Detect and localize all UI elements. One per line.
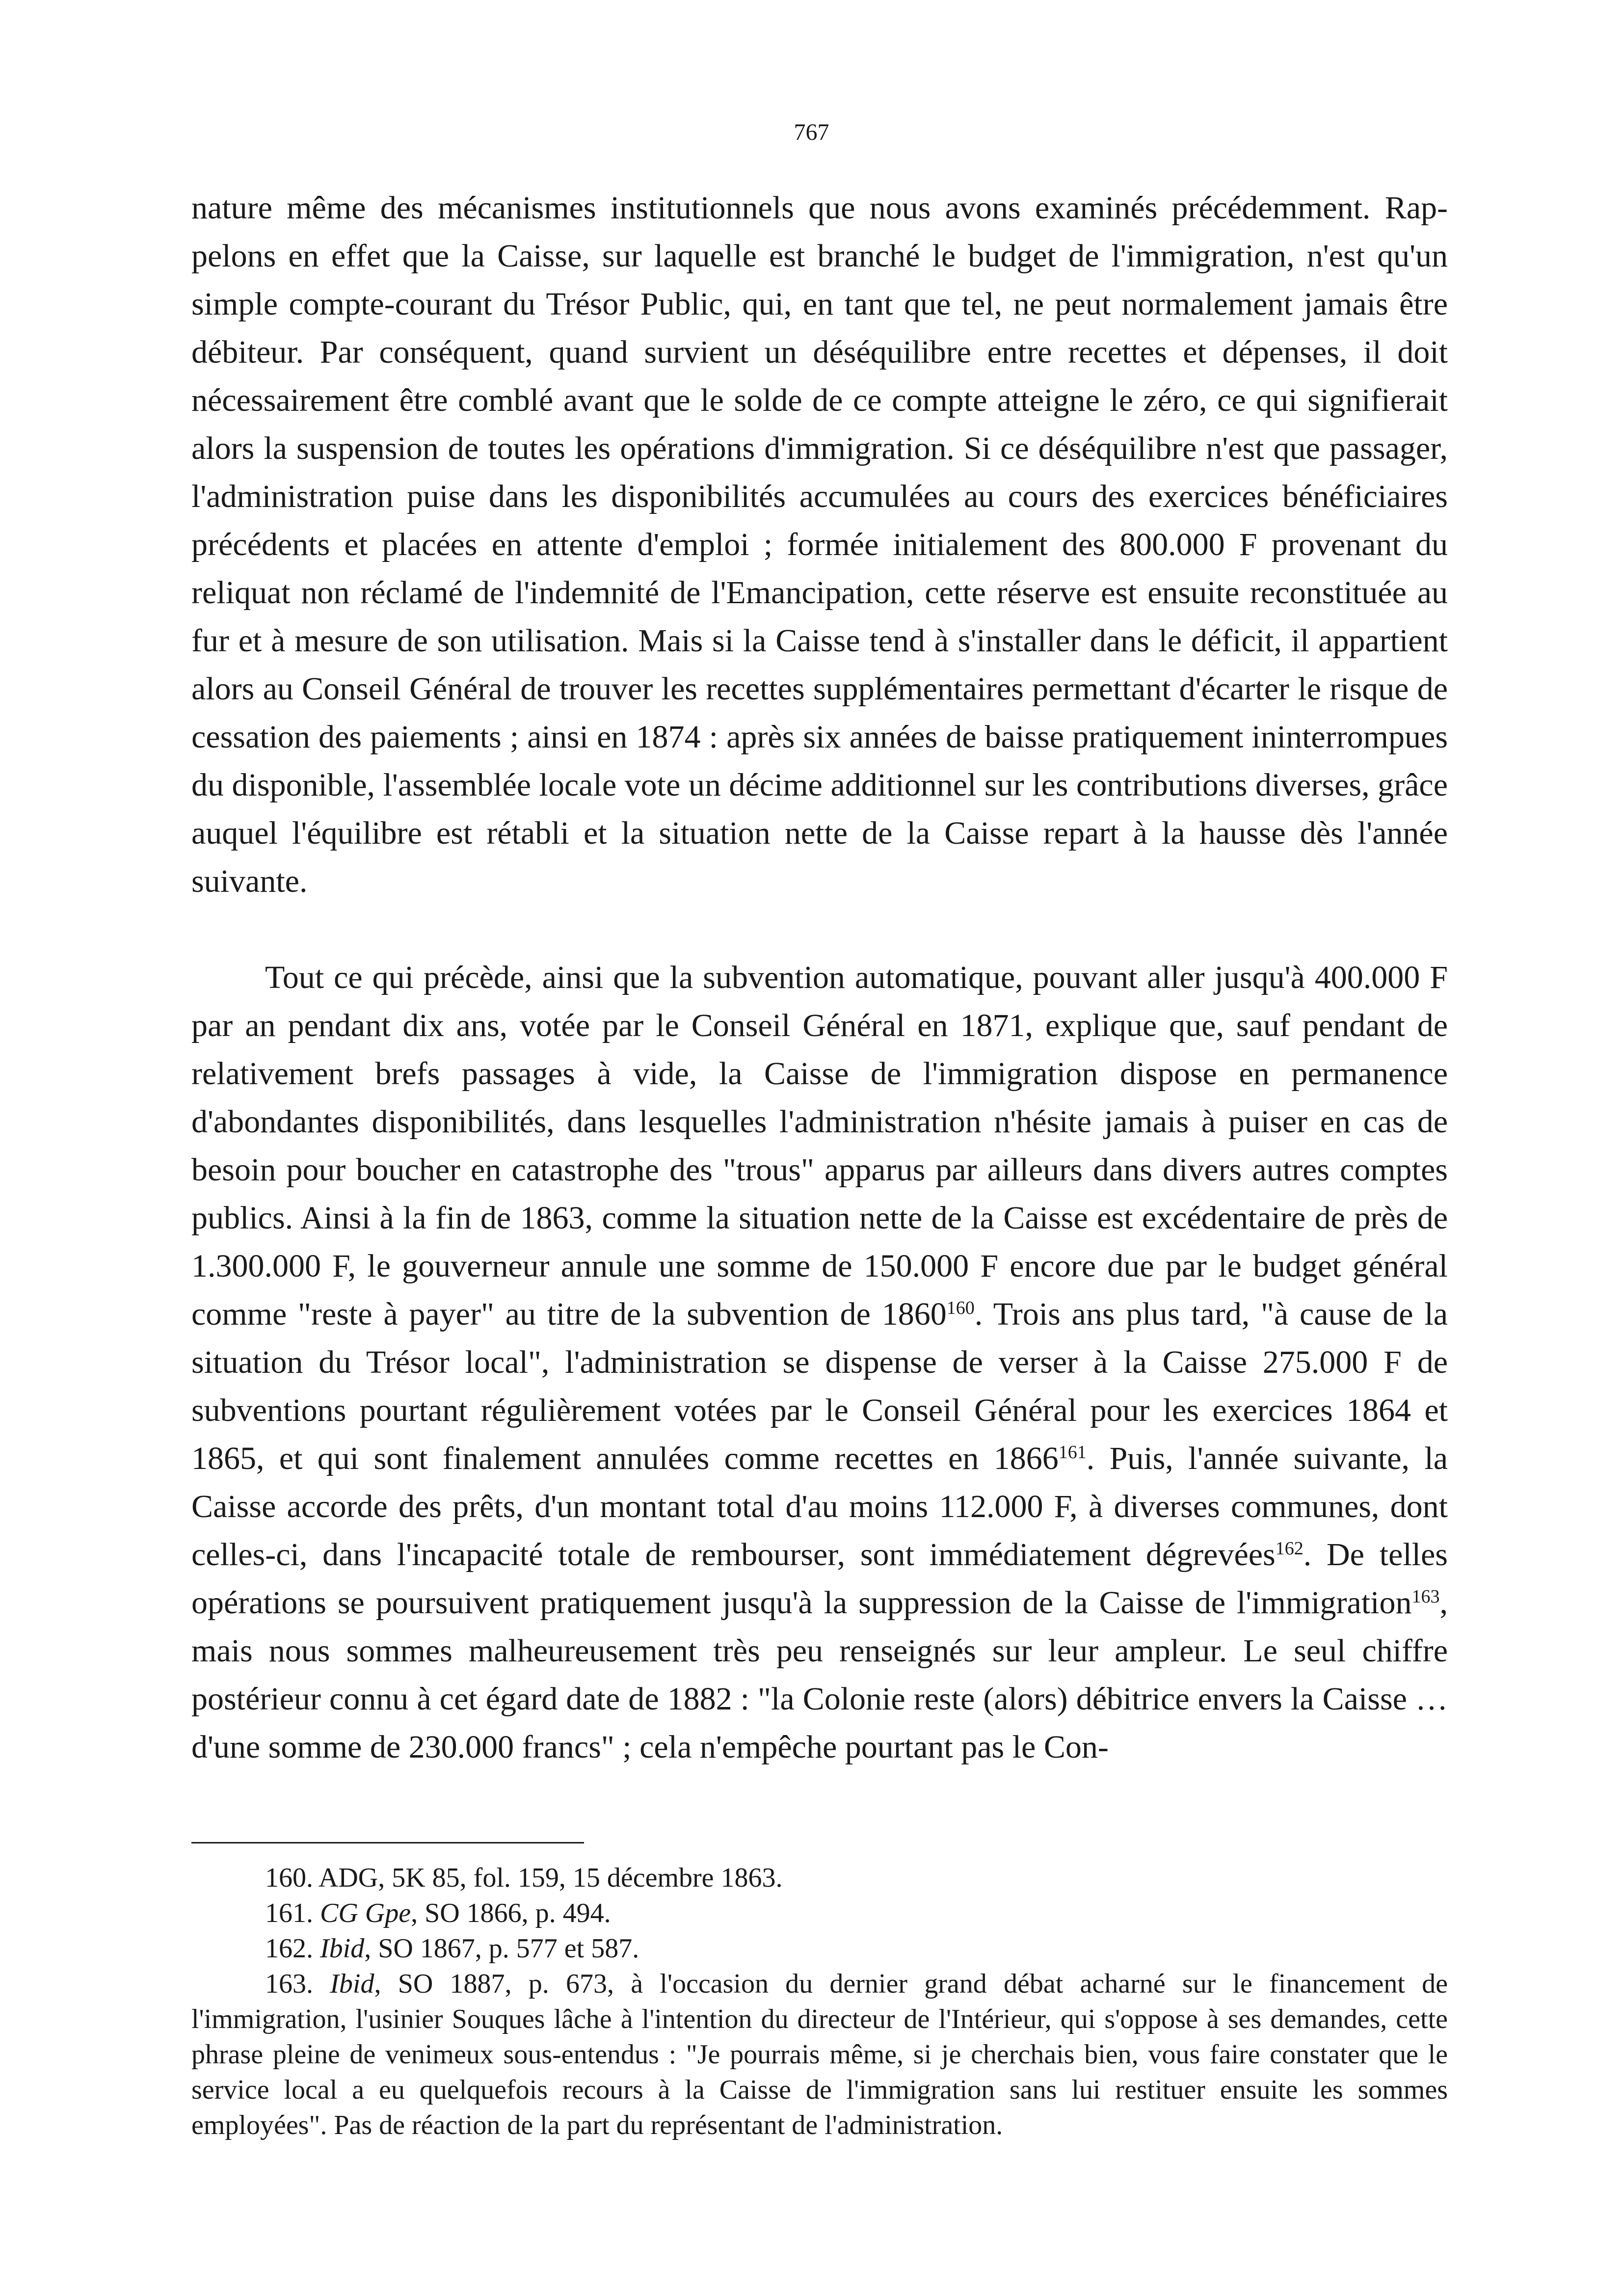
footnotes bbox=[191, 1860, 1448, 2143]
footnote-text: , SO 1887, p. 673, à l'occasion du dernier grand débat acharné sur le financement de l'immigration, l'usinier Souques lâche à l'intention du directeur de l'Intérieur, qui s'oppose à ses demandes, cette phrase pleine de venimeux sous-entendus : "Je pourrais même, si je cherchais bien, vous faire constater que le service local a eu quelquefois recours à la Caisse de l'immigration sans lui restituer ensuite les sommes employées". Pas de réaction de la part du représentant de l'administration. bbox=[191, 1969, 1448, 2140]
main-text bbox=[191, 184, 1448, 1771]
footnote-text: , SO 1866, p. 494. bbox=[411, 1898, 611, 1928]
paragraph-2-text-c: . Puis, l'année suivante, la Caisse accorde des prêts, d'un montant total d'au moins 112.000 F, à diverses communes, dont celles-ci, dans l'incapacité totale de rembourser, sont immédiatement dégrevées bbox=[191, 1441, 1448, 1573]
paragraph-2 bbox=[191, 954, 1448, 1771]
footnote-ref-163[interactable]: 163 bbox=[1411, 1586, 1440, 1607]
footnote-number: 160. bbox=[265, 1863, 313, 1893]
footnote-text: , SO 1867, p. 577 et 587. bbox=[364, 1933, 639, 1964]
footnote-number: 163. bbox=[265, 1969, 313, 1999]
paragraph-2-text-a: Tout ce qui précède, ainsi que la subvention automatique, pouvant aller jusqu'à 400.000 F par an pendant dix ans, votée par le Conseil Général en 1871, explique que, sauf pendant de relativement brefs passages à vide, la Caisse de l'immigration dispose en permanence d'abondantes disponibilités, dans lesquelles l'administration n'hésite jamais à puiser en cas de besoin pour boucher en catastrophe des "trous" apparus par ailleurs dans divers autres comptes publics. Ainsi à la fin de 1863, comme la situation nette de la Caisse est excédentaire de près de 1.300.000 F, le gouverneur annule une somme de 150.000 F encore due par le budget général comme "reste à payer" au titre de la subvention de 1860 bbox=[191, 960, 1448, 1332]
footnote-separator bbox=[191, 1842, 584, 1843]
paragraph-2-text-b: . Trois ans plus tard, "à cause de la situation du Trésor local", l'administration se dispense de verser à la Caisse 275.000 F de subventions pourtant régulièrement votées par le Conseil Général pour les exercices 1864 et 1865, et qui sont finalement annulées comme recettes en 1866 bbox=[191, 1296, 1448, 1476]
footnote-163 bbox=[191, 1966, 1448, 2143]
footnote-161 bbox=[191, 1896, 1448, 1931]
footnote-source-italic: Ibid bbox=[330, 1969, 374, 1999]
paragraph-1 bbox=[191, 184, 1448, 906]
paragraph-2-text-d: . De telles opérations se poursuivent pratiquement jusqu'à la suppression de la Caisse de l'immigration bbox=[191, 1537, 1448, 1621]
footnote-162 bbox=[191, 1931, 1448, 1966]
footnote-number: 162. bbox=[265, 1933, 313, 1964]
footnote-ref-161[interactable]: 161 bbox=[1058, 1442, 1087, 1463]
footnote-source-italic: CG Gpe bbox=[320, 1898, 411, 1928]
footnote-source-italic: Ibid bbox=[320, 1933, 365, 1964]
footnote-text: ADG, 5K 85, fol. 159, 15 décembre 1863. bbox=[313, 1863, 783, 1893]
footnote-ref-162[interactable]: 162 bbox=[1275, 1538, 1304, 1559]
paragraph-2-text-e: , mais nous sommes malheureusement très peu renseignés sur leur ampleur. Le seul chiffre postérieur connu à cet égard date de 1882 : "la Colonie reste (alors) débitrice envers la Caisse … d'une somme de 230.000 francs" ; cela n'empêche pourtant pas le Con- bbox=[191, 1585, 1448, 1765]
page-number: 767 bbox=[794, 119, 829, 145]
paragraph-1-text: nature même des mécanismes institutionnels que nous avons examinés précédemment. Rappelons en effet que la Caisse, sur laquelle est branché le budget de l'immigration, n'est qu'un simple compte-courant du Trésor Public, qui, en tant que tel, ne peut normalement jamais être débiteur. Par conséquent, quand survient un déséquilibre entre recettes et dépenses, il doit nécessairement être comblé avant que le solde de ce compte atteigne le zéro, ce qui signifierait alors la suspension de toutes les opérations d'immigration. Si ce déséquilibre n'est que passager, l'administration puise dans les disponibilités accumulées au cours des exercices bénéficiaires précédents et placées en attente d'emploi ; formée initialement des 800.000 F provenant du reliquat non réclamé de l'indemnité de l'Emancipation, cette réserve est ensuite reconstituée au fur et à mesure de son utilisation. Mais si la Caisse tend à s'installer dans le déficit, il appartient alors au Conseil Général de trouver les recettes supplémentaires permettant d'écarter le risque de cessation des paiements ; ainsi en 1874 : après six années de baisse pratiquement ininterrompues du disponible, l'assemblée locale vote un décime additionnel sur les contributions diverses, grâce auquel l'équilibre est rétabli et la situation nette de la Caisse repart à la hausse dès l'année suivante. bbox=[191, 190, 1448, 899]
footnote-number: 161. bbox=[265, 1898, 313, 1928]
footnote-160 bbox=[191, 1860, 1448, 1896]
footnote-ref-160[interactable]: 160 bbox=[946, 1298, 975, 1318]
